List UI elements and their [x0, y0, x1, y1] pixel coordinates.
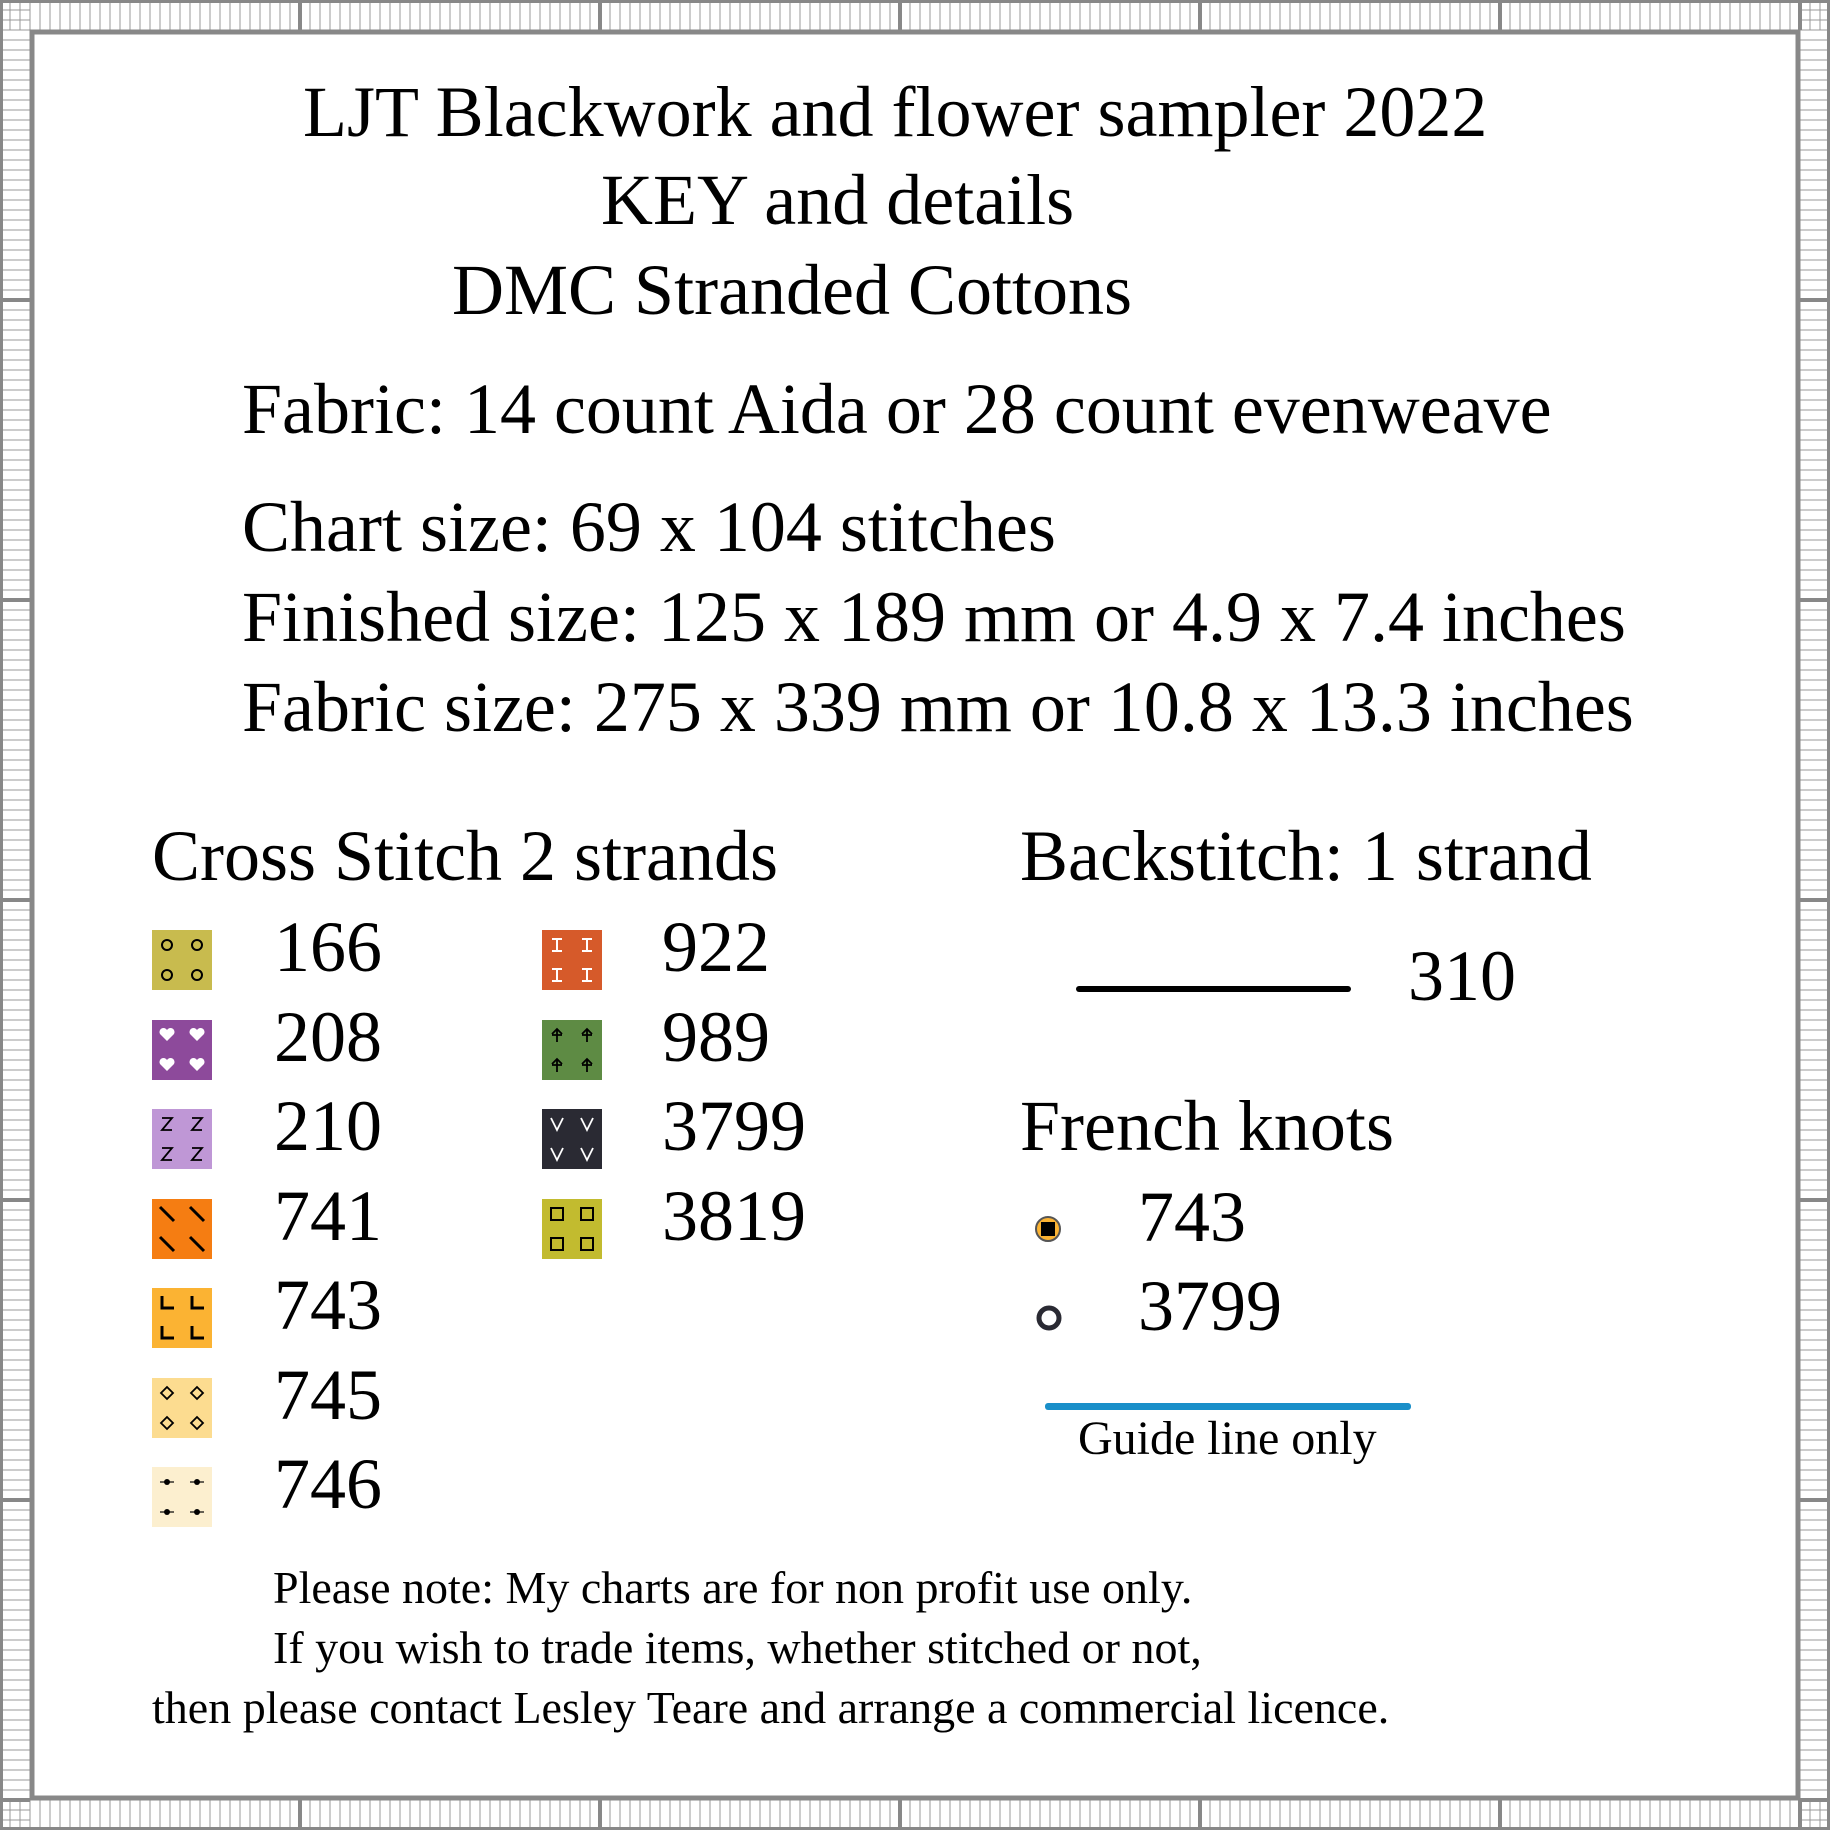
cross-stitch-heading: Cross Stitch 2 strands: [152, 816, 779, 896]
guide-line-sample: [1045, 1403, 1411, 1410]
swatch-3819-icon: [542, 1199, 602, 1259]
fabric-size-detail: Fabric size: 275 x 339 mm or 10.8 x 13.3 inches: [242, 667, 1634, 747]
swatch-166-icon: [152, 930, 212, 990]
cross-stitch-code-166: 166: [274, 907, 382, 987]
backstitch-code: 310: [1408, 936, 1516, 1016]
cross-stitch-code-3819: 3819: [662, 1175, 806, 1256]
cross-stitch-code-3799: 3799: [662, 1086, 806, 1166]
backstitch-heading: Backstitch: 1 strand: [1020, 816, 1592, 896]
swatch-210-icon: [152, 1109, 212, 1169]
french-knot-3799-code: 3799: [1138, 1266, 1282, 1346]
french-knot-743-code: 743: [1138, 1177, 1246, 1257]
swatch-741-icon: [152, 1199, 212, 1259]
cross-stitch-code-741: 741: [274, 1175, 382, 1256]
note-line-1: Please note: My charts are for non profit use only.: [273, 1562, 1193, 1613]
cross-stitch-code-989: 989: [662, 996, 770, 1077]
finished-size-detail: Finished size: 125 x 189 mm or 4.9 x 7.4 inches: [242, 577, 1626, 657]
swatch-208-icon: [152, 1020, 212, 1080]
french-knot-3799-icon: [1036, 1305, 1062, 1331]
title-line-1: LJT Blackwork and flower sampler 2022: [303, 72, 1488, 152]
guide-line-label: Guide line only: [1078, 1412, 1377, 1465]
french-knots-heading: French knots: [1020, 1086, 1394, 1166]
note-line-3: then please contact Lesley Teare and arrange a commercial licence.: [152, 1682, 1390, 1733]
cross-stitch-code-210: 210: [274, 1086, 382, 1166]
note-line-2: If you wish to trade items, whether stitched or not,: [273, 1622, 1202, 1673]
cross-stitch-code-743: 743: [274, 1265, 382, 1345]
backstitch-line-sample: [1076, 986, 1351, 992]
swatch-745-icon: [152, 1378, 212, 1438]
swatch-922-icon: [542, 930, 602, 990]
french-knot-743-icon: [1034, 1215, 1062, 1243]
fabric-detail: Fabric: 14 count Aida or 28 count evenweave: [242, 369, 1552, 449]
cross-stitch-code-922: 922: [662, 907, 770, 987]
swatch-989-icon: [542, 1020, 602, 1080]
chart-size-detail: Chart size: 69 x 104 stitches: [242, 487, 1056, 567]
cross-stitch-code-745: 745: [274, 1354, 382, 1435]
swatch-746-icon: [152, 1467, 212, 1527]
swatch-3799-icon: [542, 1109, 602, 1169]
title-line-2: KEY and details: [601, 160, 1075, 240]
title-line-3: DMC Stranded Cottons: [452, 250, 1133, 330]
cross-stitch-code-746: 746: [274, 1444, 382, 1524]
swatch-743-icon: [152, 1288, 212, 1348]
cross-stitch-code-208: 208: [274, 996, 382, 1077]
